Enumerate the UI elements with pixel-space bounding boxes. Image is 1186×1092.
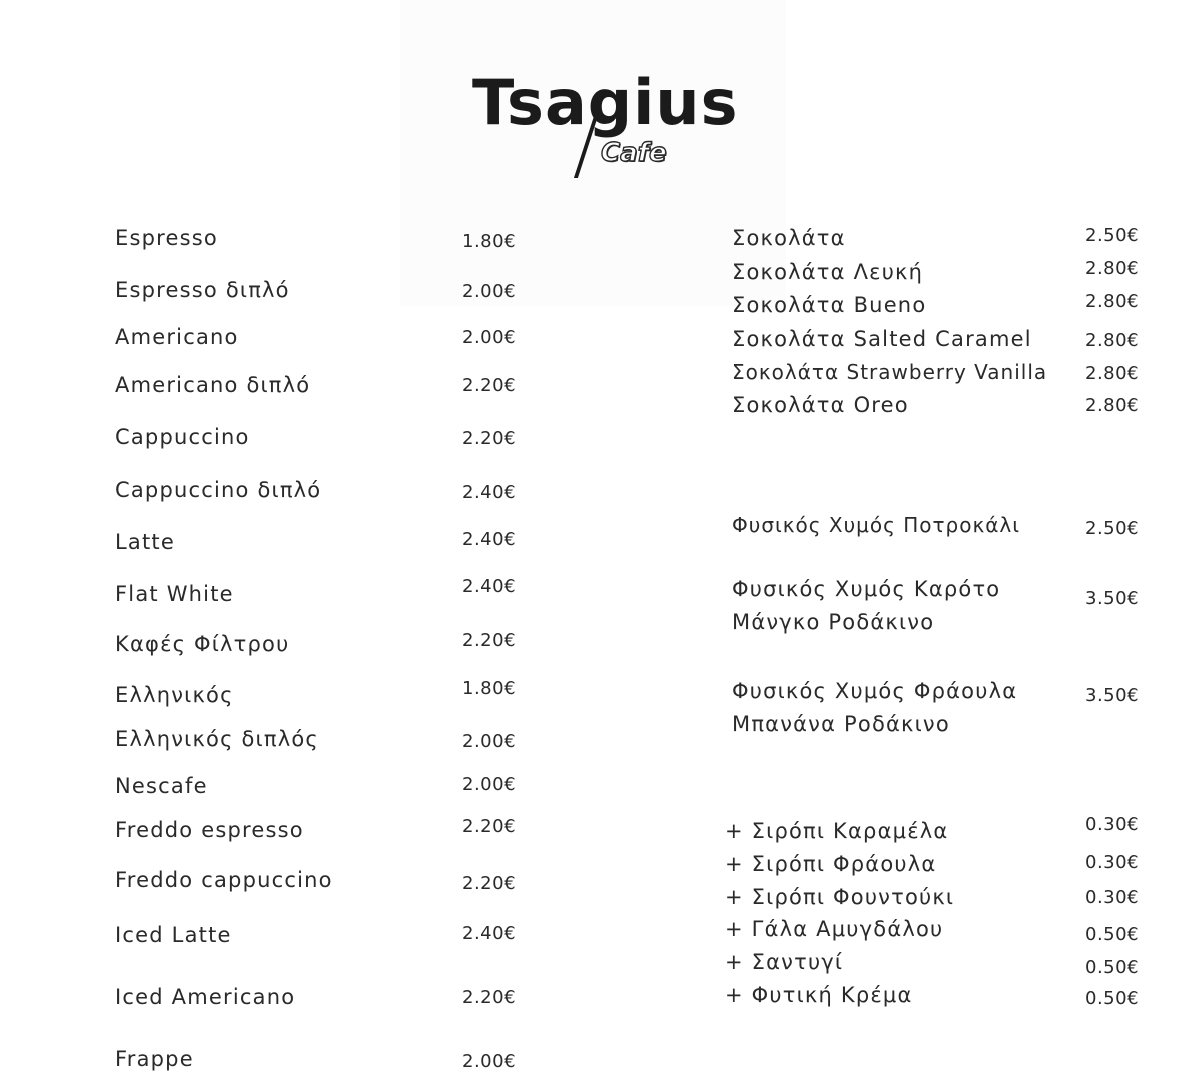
menu-item-name: Freddo espresso xyxy=(115,818,304,842)
menu-item-name: + Φυτική Κρέμα xyxy=(725,983,913,1007)
menu-item-name: Americano xyxy=(115,325,239,349)
menu-item-name: Espresso διπλό xyxy=(115,278,290,302)
menu-item-price: 2.00€ xyxy=(462,327,517,348)
logo-sub: Cafe xyxy=(601,138,667,168)
menu-item-price: 2.40€ xyxy=(462,923,517,944)
menu-item-price: 3.50€ xyxy=(1085,588,1140,609)
menu-item-price: 0.50€ xyxy=(1085,957,1140,978)
menu-item-price: 0.30€ xyxy=(1085,852,1140,873)
menu-item-price: 0.50€ xyxy=(1085,988,1140,1009)
menu-item-name: Ελληνικός xyxy=(115,683,234,707)
menu-item-name: + Σαντυγί xyxy=(725,950,844,974)
menu-item-price: 2.20€ xyxy=(462,816,517,837)
menu-item-price: 1.80€ xyxy=(462,231,517,252)
menu-item-name: Σοκολάτα Strawberry Vanilla xyxy=(732,360,1048,384)
menu-item-price: 2.40€ xyxy=(462,576,517,597)
menu-item-name: + Σιρόπι Φράουλα xyxy=(725,852,937,876)
menu-item-price: 2.50€ xyxy=(1085,518,1140,539)
menu-item-name: Σοκολάτα Salted Caramel xyxy=(732,327,1032,351)
menu-item-price: 2.80€ xyxy=(1085,291,1140,312)
menu-item-name: Iced Latte xyxy=(115,923,232,947)
menu-item-price: 1.80€ xyxy=(462,678,517,699)
menu-item-name: Cappuccino xyxy=(115,425,250,449)
menu-item-price: 2.20€ xyxy=(462,630,517,651)
menu-item-price: 2.00€ xyxy=(462,1051,517,1072)
menu-item-name: Espresso xyxy=(115,226,218,250)
menu-item-name: Iced Americano xyxy=(115,985,296,1009)
menu-item-name: Ελληνικός διπλός xyxy=(115,727,319,751)
menu-item-price: 2.40€ xyxy=(462,482,517,503)
menu-item-name: Φυσικός Χυμός Ποτροκάλι xyxy=(732,513,1021,537)
menu-item-price: 2.80€ xyxy=(1085,395,1140,416)
menu-item-name: Nescafe xyxy=(115,774,208,798)
menu-item-price: 2.00€ xyxy=(462,281,517,302)
menu-item-price: 3.50€ xyxy=(1085,685,1140,706)
menu-item-name: Flat White xyxy=(115,582,234,606)
menu-item-name: Φυσικός Χυμός Φράουλα Μπανάνα Ροδάκινο xyxy=(732,679,1018,736)
menu-item-price: 2.20€ xyxy=(462,375,517,396)
logo-wordmark: Tsagius xyxy=(472,66,739,139)
menu-item-name: Americano διπλό xyxy=(115,373,311,397)
menu-item-name: Σοκολάτα Λευκή xyxy=(732,260,924,284)
menu-item-name: Σοκολάτα Oreo xyxy=(732,393,909,417)
menu-item-name: Σοκολάτα xyxy=(732,226,846,250)
menu-item-name: + Γάλα Αμυγδάλου xyxy=(725,917,944,941)
menu-item-price: 2.00€ xyxy=(462,774,517,795)
menu-item-price: 0.30€ xyxy=(1085,814,1140,835)
menu-item-price: 2.00€ xyxy=(462,731,517,752)
menu-item-price: 2.20€ xyxy=(462,873,517,894)
menu-item-price: 2.40€ xyxy=(462,529,517,550)
menu-item-name: Cappuccino διπλό xyxy=(115,478,322,502)
menu-item-price: 2.80€ xyxy=(1085,363,1140,384)
menu-item-price: 0.30€ xyxy=(1085,887,1140,908)
menu-item-name: Φυσικός Χυμός Καρότο Μάνγκο Ροδάκινο xyxy=(732,577,1001,634)
menu-item-name: Frappe xyxy=(115,1047,194,1071)
menu-item-price: 2.20€ xyxy=(462,987,517,1008)
menu-item-name: Καφές Φίλτρου xyxy=(115,632,290,656)
menu-item-price: 2.80€ xyxy=(1085,258,1140,279)
menu-item-name: + Σιρόπι Φουντούκι xyxy=(725,885,955,909)
cafe-logo xyxy=(466,66,739,188)
menu-item-price: 2.80€ xyxy=(1085,330,1140,351)
menu-item-name: Latte xyxy=(115,530,175,554)
menu-item-name: Freddo cappuccino xyxy=(115,868,333,892)
menu-item-price: 2.50€ xyxy=(1085,225,1140,246)
menu-item-name: Σοκολάτα Bueno xyxy=(732,293,927,317)
menu-item-price: 0.50€ xyxy=(1085,924,1140,945)
menu-item-name: + Σιρόπι Καραμέλα xyxy=(725,819,949,843)
menu-item-price: 2.20€ xyxy=(462,428,517,449)
